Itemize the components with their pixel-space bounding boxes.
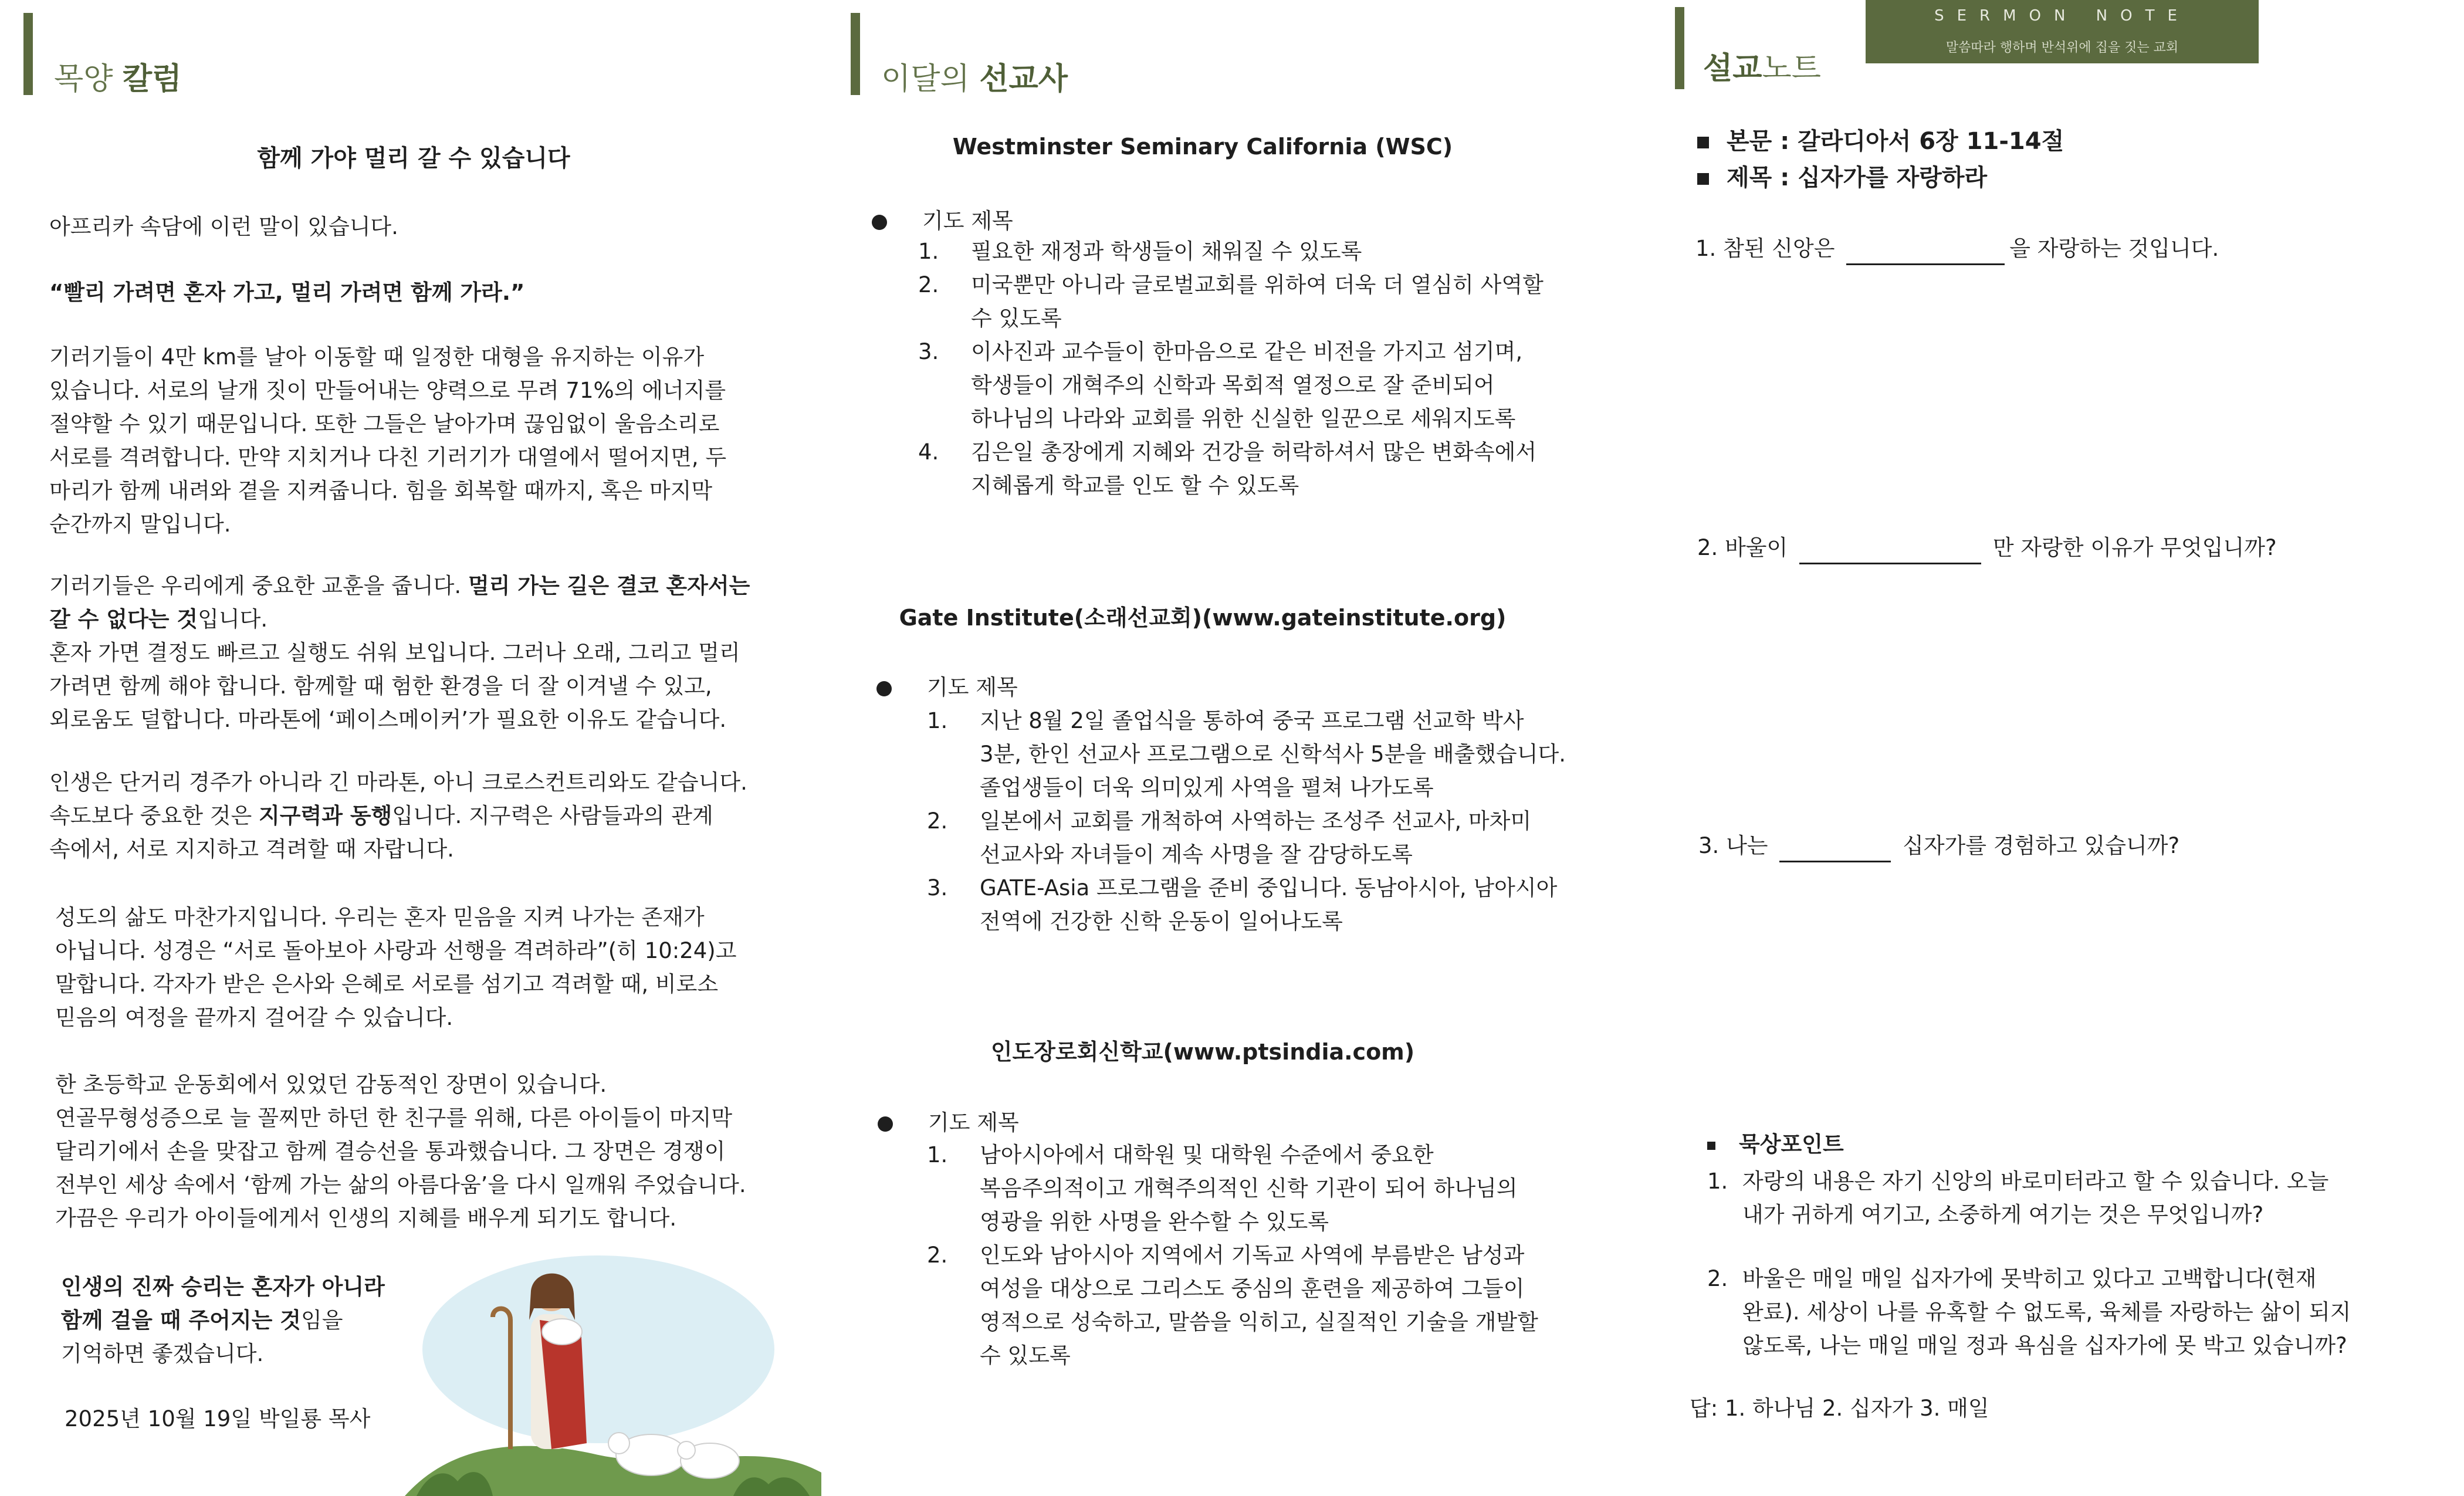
square-bullet-icon: [1697, 137, 1709, 148]
section-title-light: 목양: [54, 62, 113, 97]
question-text: 만 자랑한 이유가 무엇입니까?: [1986, 535, 2277, 560]
item-text: 필요한 재정과 학생들이 채워질 수 있도록: [971, 239, 1362, 264]
lamb: [542, 1319, 582, 1345]
answer-blank[interactable]: [1799, 539, 1981, 564]
question-text: 십자가를 경험하고 있습니까?: [1896, 833, 2180, 858]
intro-line: 아프리카 속담에 이런 말이 있습니다.: [49, 214, 398, 239]
text-line: [49, 569, 750, 603]
prayer-label-text: 기도 제목: [928, 1110, 1019, 1135]
banner-title: SERMON NOTE: [1934, 7, 2190, 25]
text-span: 속도보다 중요한 것은: [49, 803, 259, 828]
item-text: 남아시아에서 대학원 및 대학원 수준에서 중요한: [980, 1142, 1434, 1167]
item-text: 복음주의적이고 개혁주의적인 신학 기관이 되어 하나님의: [980, 1176, 1518, 1201]
prayer-label-text: 기도 제목: [922, 208, 1013, 233]
text-line: 서로를 격려합니다. 만약 지치거나 다친 기러기가 대열에서 떨어지면, 두: [49, 445, 727, 470]
pastoral-column: [23, 0, 804, 1496]
text-line: 가려면 함께 해야 합니다. 함께할 때 험한 환경을 더 잘 이겨낼 수 있고,: [49, 673, 712, 699]
signature-line: 2025년 10월 19일 박일룡 목사: [65, 1406, 371, 1431]
item-text: 지난 8월 2일 졸업식을 통하여 중국 프로그램 선교학 박사: [980, 708, 1524, 733]
prayer-list: [927, 1138, 1538, 1372]
prayer-label-text: 기도 제목: [927, 675, 1018, 700]
text-line: 인생은 단거리 경주가 아니라 긴 마라톤, 아니 크로스컨트리와도 같습니다.: [49, 770, 747, 795]
item-number: 1.: [1707, 1169, 1728, 1194]
sky-circle: [422, 1255, 774, 1443]
prayer-item: [918, 335, 1544, 368]
meditation-item: [1707, 1165, 2351, 1198]
paragraph-school-story: [55, 1068, 746, 1235]
item-text: 않도록, 나는 매일 매일 정과 욕심을 십자가에 못 박고 있습니까?: [1742, 1333, 2347, 1358]
item-text: 인도와 남아시아 지역에서 기독교 사역에 부름받은 남성과: [980, 1243, 1525, 1268]
paragraph-geese: [49, 340, 726, 541]
sermon-title: [1697, 160, 2064, 196]
section-title: [54, 54, 181, 98]
header-accent-bar: [23, 13, 33, 95]
section-title-light: 이달의: [881, 62, 970, 97]
item-text: GATE-Asia 프로그램을 준비 중입니다. 동남아시아, 남아시아: [980, 875, 1558, 901]
text-line: [49, 799, 747, 832]
mission-name: Gate Institute(소래선교회)(www.gateinstitute.org): [899, 605, 1507, 631]
prayer-item: [927, 871, 1566, 905]
item-text: 수 있도록: [971, 306, 1062, 331]
sermon-meta: [1697, 123, 2064, 196]
scripture-text: 본문 : 갈라디아서 6장 11-14절: [1727, 128, 2064, 155]
text-line: 가끔은 우리가 아이들에게서 인생의 지혜를 배우게 되기도 합니다.: [55, 1206, 677, 1231]
paragraph-lesson: [49, 569, 750, 736]
prayer-label: [876, 671, 1018, 704]
item-number: 2.: [927, 808, 948, 834]
question-text: 2. 바울이: [1697, 535, 1795, 560]
text-line: 마리가 함께 내려와 곁을 지켜줍니다. 힘을 회복할 때까지, 혹은 마지막: [49, 478, 713, 503]
text-line: 순간까지 말입니다.: [49, 512, 231, 537]
sheep-head: [608, 1433, 629, 1454]
text-line: 있습니다. 서로의 날개 짓이 만들어내는 양력으로 무려 71%의 에너지를: [49, 378, 726, 403]
sermon-note-banner: [1866, 0, 2259, 63]
item-number: 1.: [927, 1142, 948, 1167]
scripture-reference: [1697, 123, 2064, 160]
text-span: 임을: [300, 1308, 343, 1333]
prayer-item: [927, 1238, 1538, 1272]
item-text: 선교사와 자녀들이 계속 사명을 잘 감당하도록: [980, 842, 1413, 867]
item-text: 수 있도록: [980, 1343, 1071, 1368]
section-title-bold: 설교: [1703, 51, 1762, 86]
banner-subtitle: 말씀따라 행하며 반석위에 집을 짓는 교회: [1945, 40, 2179, 55]
text-line: 기러기들이 4만 km를 날아 이동할 때 일정한 대형을 유지하는 이유가: [49, 344, 705, 370]
text-span: 입니다.: [198, 607, 268, 632]
article-heading: 함께 가야 멀리 갈 수 있습니다: [257, 145, 570, 172]
text-line: 연골무형성증으로 늘 꼴찌만 하던 한 친구를 위해, 다른 아이들이 마지막: [55, 1105, 733, 1131]
emphasis-text: 갈 수 없다는 것: [49, 607, 198, 632]
item-text: 영광을 위한 사명을 완수할 수 있도록: [980, 1209, 1329, 1234]
paragraph-marathon: [49, 766, 747, 866]
item-number: 2.: [1707, 1266, 1728, 1291]
prayer-label: [878, 1106, 1019, 1139]
text-line: 달리기에서 손을 맞잡고 함께 결승선을 통과했습니다. 그 장면은 경쟁이: [55, 1139, 726, 1164]
mission-name: 인도장로회신학교(www.ptsindia.com): [990, 1039, 1415, 1065]
text-line: [49, 603, 750, 636]
prayer-item: [918, 268, 1544, 302]
section-title-bold: 선교사: [979, 62, 1068, 97]
sermon-note-column: [1675, 0, 2443, 1496]
question-text: 3. 나는: [1698, 833, 1775, 858]
item-text: 완료). 세상이 나를 유혹할 수 없도록, 육체를 자랑하는 삶이 되지: [1742, 1299, 2351, 1325]
bullet-icon: [878, 1116, 893, 1132]
shepherd-illustration: [405, 1250, 821, 1496]
question-text: 1. 참된 신앙은: [1695, 236, 1842, 261]
text-line: 말합니다. 각자가 받은 은사와 은혜로 서로를 섬기고 격려할 때, 비로소: [55, 972, 719, 997]
item-text: 졸업생들이 더욱 의미있게 사역을 펼쳐 나가도록: [980, 775, 1434, 800]
text-line: 전부인 세상 속에서 ‘함께 가는 삶의 아름다움’을 다시 일깨워 주었습니다.: [55, 1172, 746, 1197]
meditation-label-text: 묵상포인트: [1739, 1132, 1844, 1157]
item-text: 미국뿐만 아니라 글로벌교회를 위하여 더욱 더 열심히 사역할: [971, 272, 1544, 297]
text-line: 외로움도 덜합니다. 마라톤에 ‘페이스메이커’가 필요한 이유도 같습니다.: [49, 707, 727, 732]
text-line: 믿음의 여정을 끝까지 걸어갈 수 있습니다.: [55, 1005, 453, 1030]
missionary-column: [851, 0, 1631, 1496]
prayer-item: [927, 1138, 1538, 1172]
item-text: 지혜롭게 학교를 인도 할 수 있도록: [971, 473, 1299, 498]
prayer-item: [918, 435, 1544, 469]
item-number: 1.: [918, 239, 939, 264]
bullet-icon: [876, 681, 892, 696]
item-text: 3분, 한인 선교사 프로그램으로 신학석사 5분을 배출했습니다.: [980, 742, 1566, 767]
item-text: 학생들이 개혁주의 신학과 목회적 열정으로 잘 준비되어: [971, 373, 1495, 398]
question-2: [1697, 531, 2277, 564]
item-number: 2.: [927, 1243, 948, 1268]
item-text: 내가 귀하게 여기고, 소중하게 여기는 것은 무엇입니까?: [1742, 1202, 2264, 1227]
item-text: 김은일 총장에게 지혜와 건강을 허락하셔서 많은 변화속에서: [971, 439, 1537, 465]
item-number: 3.: [918, 339, 939, 364]
closing-line: [61, 1304, 385, 1337]
emphasis-text: 함께 걸을 때 주어지는 것: [61, 1308, 301, 1333]
text-line: 절약할 수 있기 때문입니다. 또한 그들은 날아가며 끊임없이 울음소리로: [49, 411, 720, 436]
section-title-light: 노트: [1762, 51, 1821, 86]
item-number: 3.: [927, 875, 948, 901]
item-text: 하나님의 나라와 교회를 위한 신실한 일꾼으로 세워지도록: [971, 406, 1516, 431]
prayer-list: [918, 235, 1544, 502]
prayer-label: [872, 204, 1013, 238]
meditation-item: [1707, 1262, 2351, 1295]
answer-key: 답: 1. 하나님 2. 십자가 3. 매일: [1690, 1396, 1989, 1421]
item-number: 4.: [918, 439, 939, 465]
question-3: [1698, 829, 2179, 862]
prayer-item: [927, 804, 1566, 838]
text-span: 기러기들은 우리에게 중요한 교훈을 줍니다.: [49, 573, 468, 598]
meditation-points: [1707, 1128, 2351, 1362]
closing-paragraph: [61, 1270, 385, 1370]
text-line: 아닙니다. 성경은 “서로 돌아보아 사랑과 선행을 격려하라”(히 10:24)고: [55, 938, 737, 963]
answer-blank[interactable]: [1779, 837, 1891, 862]
prayer-list: [927, 704, 1566, 938]
question-1: [1695, 232, 2219, 265]
text-line: 혼자 가면 결정도 빠르고 실행도 쉬워 보입니다. 그러나 오래, 그리고 멀리: [49, 640, 740, 665]
section-title: [1703, 43, 1821, 87]
meditation-label: [1707, 1128, 2351, 1161]
header-accent-bar: [851, 13, 860, 95]
section-title-bold: 칼럼: [123, 62, 182, 97]
paragraph-saints: [55, 901, 736, 1034]
item-text: 자랑의 내용은 자기 신앙의 바로미터라고 할 수 있습니다. 오늘: [1742, 1169, 2329, 1194]
item-text: 바울은 매일 매일 십자가에 못박히고 있다고 고백합니다(현재: [1742, 1266, 2317, 1291]
item-text: 영적으로 성숙하고, 말씀을 익히고, 실질적인 기술을 개발할: [980, 1309, 1538, 1335]
question-text: 을 자랑하는 것입니다.: [2009, 236, 2219, 261]
sermon-title-text: 제목 : 십자가를 자랑하라: [1727, 164, 1988, 191]
closing-line: 인생의 진짜 승리는 혼자가 아니라: [61, 1274, 385, 1299]
item-number: 1.: [927, 708, 948, 733]
sheep-head: [678, 1441, 695, 1459]
section-title: [881, 54, 1068, 98]
item-text: 이사진과 교수들이 한마음으로 같은 비전을 가지고 섬기며,: [971, 339, 1523, 364]
header-accent-bar: [1675, 7, 1684, 89]
item-text: 여성을 대상으로 그리스도 중심의 훈련을 제공하여 그들이: [980, 1276, 1525, 1301]
proverb-quote: “빨리 가려면 혼자 가고, 멀리 가려면 함께 가라.”: [49, 280, 525, 305]
closing-line: 기억하면 좋겠습니다.: [61, 1341, 264, 1366]
prayer-item: [918, 235, 1544, 268]
square-bullet-icon: [1697, 173, 1709, 185]
emphasis-text: 지구력과 동행: [258, 803, 392, 828]
text-span: 입니다. 지구력은 사람들과의 관계: [392, 803, 713, 828]
item-number: 2.: [918, 272, 939, 297]
bullet-icon: [872, 215, 887, 230]
text-line: 성도의 삶도 마찬가지입니다. 우리는 혼자 믿음을 지켜 나가는 존재가: [55, 905, 705, 930]
text-line: 속에서, 서로 지지하고 격려할 때 자랍니다.: [49, 837, 454, 862]
item-text: 일본에서 교회를 개척하여 사역하는 조성주 선교사, 마차미: [980, 808, 1532, 834]
emphasis-text: 멀리 가는 길은 결코 혼자서는: [468, 573, 750, 598]
answer-blank[interactable]: [1846, 240, 2005, 265]
square-bullet-icon: [1707, 1142, 1715, 1150]
prayer-item: [927, 704, 1566, 737]
text-line: 한 초등학교 운동회에서 있었던 감동적인 장면이 있습니다.: [55, 1072, 607, 1097]
item-text: 전역에 건강한 신학 운동이 일어나도록: [980, 909, 1343, 934]
mission-name: Westminster Seminary California (WSC): [952, 134, 1453, 160]
